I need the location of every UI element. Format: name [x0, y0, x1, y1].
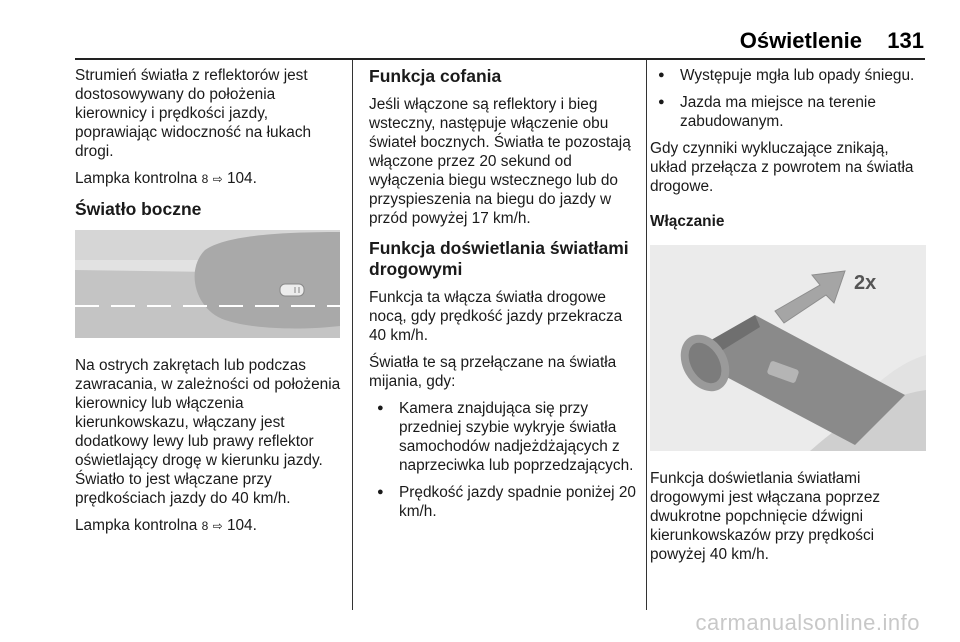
- conditions-list: [369, 399, 637, 521]
- high-beam-assist-paragraph: Funkcja ta włącza światła drogowe nocą, gdy prędkość jazdy przekracza 40 km/h.: [369, 289, 623, 344]
- column-1: [75, 66, 345, 544]
- watermark: carmanualsonline.info: [695, 610, 920, 635]
- page-reference-link[interactable]: 104.: [226, 517, 257, 534]
- cornering-light-body: Na ostrych zakrętach lub podczas zawracania, w zależności od położenia kierownicy lub włączenia kierunkowskazu, włączany jest dodatkowy lewy lub prawy reflektor oświetlający drogę w kierunku jazdy. Światło to jest włączane przy prędkościach jazdy do 40 km/h.: [75, 357, 341, 507]
- section-heading-cornering-light: Światło boczne: [75, 199, 202, 219]
- column-3: [650, 66, 926, 572]
- cornering-light-illustration: [75, 230, 340, 338]
- column-2: [369, 66, 637, 529]
- section-heading-high-beam-assist: Funkcja doświetlania światłami drogowymi: [369, 238, 629, 279]
- list-item: ● Jazda ma miejsce na terenie zabudowanym.: [650, 93, 926, 131]
- section-heading-reverse-function: Funkcja cofania: [369, 66, 502, 86]
- lamp-reference-1: Lampka kontrolna 8 ⇨ 104.: [75, 170, 257, 187]
- header-rule: [75, 58, 925, 60]
- list-item: ● Kamera znajdująca się przy przedniej szybie wykryje światła samochodów nadjeżdżających z naprzeciwka lub poprzedzających.: [369, 399, 637, 475]
- reverse-function-paragraph: Jeśli włączone są reflektory i bieg wsteczny, następuje włączenie obu świateł bocznych. Światła te pozostają włączone przez 20 sekund od wyłączenia biegu wstecznego lub do przyspieszenia na biegu do jazdy w przód powyżej 17 km/h.: [369, 96, 631, 227]
- return-to-high-beam-paragraph: Gdy czynniki wykluczające znikają, układ przełącza z powrotem na światła drogowe.: [650, 140, 914, 195]
- conditions-list-continued: [650, 66, 926, 131]
- cornering-lamp-icon: 8: [201, 519, 209, 533]
- section-heading-activation: Włączanie: [650, 213, 725, 230]
- list-item: ● Występuje mgła lub opady śniegu.: [650, 66, 926, 85]
- high-beam-switch-paragraph: Światła te są przełączane na światła mijania, gdy:: [369, 354, 617, 390]
- header-title: Oświetlenie: [739, 28, 862, 53]
- lamp-reference-2: Lampka kontrolna 8 ⇨ 104.: [75, 517, 257, 534]
- page-reference-arrow-icon: ⇨: [212, 172, 223, 186]
- page-number: 131: [887, 28, 924, 53]
- intro-paragraph: Strumień światła z reflektorów jest dostosowywany do położenia kierownicy i prędkości jazdy, poprawiając widoczność na łukach drogi.: [75, 67, 312, 160]
- page-reference-arrow-icon: ⇨: [212, 519, 223, 533]
- list-item: ● Prędkość jazdy spadnie poniżej 20 km/h.: [369, 483, 637, 521]
- activation-paragraph: Funkcja doświetlania światłami drogowymi jest włączana poprzez dwukrotne popchnięcie dźwigni kierunkowskazów przy prędkości powyżej 40 km/h.: [650, 470, 881, 563]
- cornering-lamp-icon: 8: [201, 172, 209, 186]
- column-divider-right: [646, 60, 647, 610]
- push-count-label: 2x: [854, 272, 877, 294]
- column-divider-left: [352, 60, 353, 610]
- stalk-push-illustration: [650, 245, 926, 451]
- page-reference-link[interactable]: 104.: [226, 170, 257, 187]
